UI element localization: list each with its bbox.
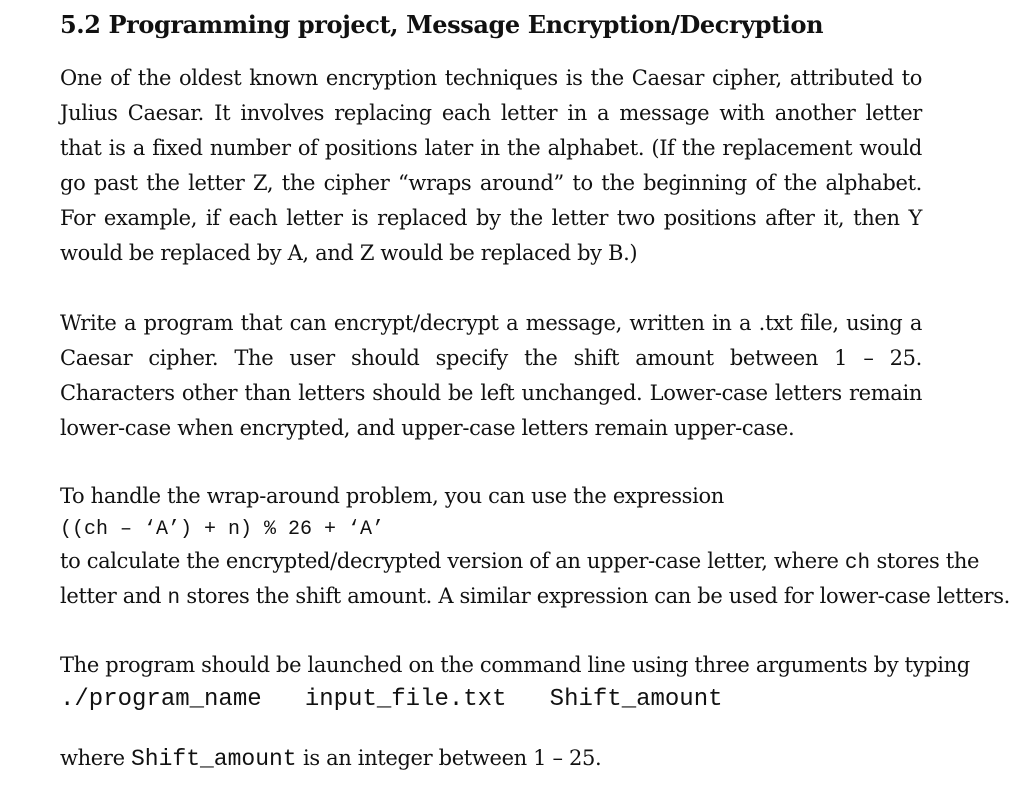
explanation-text-end: stores the bbox=[870, 549, 980, 573]
note-text-end: is an integer between 1 – 25. bbox=[296, 746, 602, 770]
command-line-example: ./program_name input_file.txt Shift_amount bbox=[60, 686, 723, 713]
paragraph-caesar-intro: One of the oldest known encryption techniques is the Caesar cipher, attributed to Julius Caesar. It involves replacing each letter in a message with another letter that is a fixed number of positions later in the alphabet. (If the replacement would go past the letter Z, the cipher “wraps around” to the beginning of the alphabet. For example, if each letter is replaced by the letter two positions after it, then Y would be replaced by A, and Z would be replaced by B.) bbox=[60, 66, 922, 265]
launch-instructions: The program should be launched on the command line using three arguments by typing bbox=[60, 653, 970, 677]
section-title: 5.2 Programming project, Message Encryption/Decryption bbox=[60, 10, 824, 39]
expression-explanation-line-1 bbox=[60, 544, 979, 581]
expression-explanation-line-2 bbox=[60, 579, 1010, 616]
paragraph-task-description: Write a program that can encrypt/decrypt a message, written in a .txt file, using a Caesar cipher. The user should specify the shift amount between 1 – 25. Characters other than letters should be left unchanged. Lower-case letters remain lower-case when encrypted, and upper-case letters remain upper-case. bbox=[60, 311, 922, 440]
explanation-text: to calculate the encrypted/decrypted version of an upper-case letter, where bbox=[60, 549, 845, 573]
wraparound-expression: ((ch – ‘A’) + n) % 26 + ‘A’ bbox=[60, 518, 385, 541]
note-text: where bbox=[60, 746, 131, 770]
explanation-text-end: stores the shift amount. A similar expression can be used for lower-case letters. bbox=[180, 584, 1010, 608]
variable-n: n bbox=[167, 587, 181, 610]
explanation-text: letter and bbox=[60, 584, 168, 608]
variable-shift-amount: Shift_amount bbox=[130, 746, 297, 772]
shift-amount-note bbox=[60, 741, 601, 777]
variable-ch: ch bbox=[844, 552, 871, 575]
wraparound-intro: To handle the wrap-around problem, you can use the expression bbox=[60, 484, 724, 508]
